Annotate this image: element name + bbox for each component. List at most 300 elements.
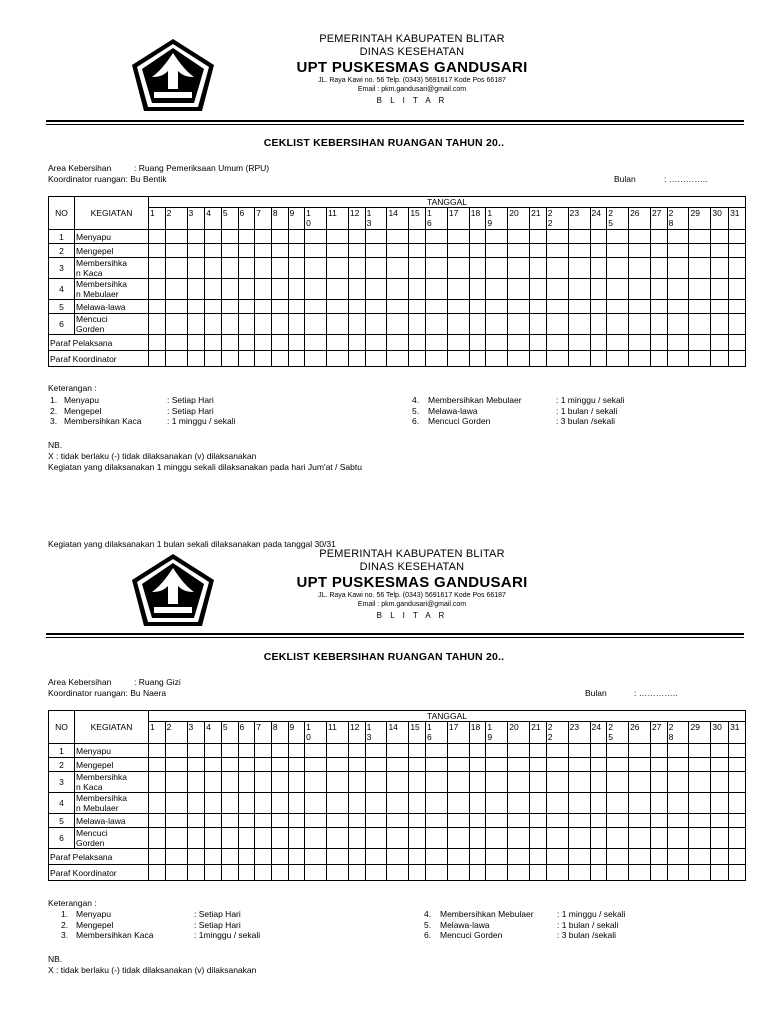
check-cell[interactable]	[305, 314, 327, 335]
check-cell[interactable]	[650, 314, 667, 335]
check-cell[interactable]	[667, 814, 689, 828]
check-cell[interactable]	[365, 744, 387, 758]
signature-cell[interactable]	[387, 335, 409, 351]
signature-cell[interactable]	[305, 865, 327, 881]
check-cell[interactable]	[469, 828, 486, 849]
check-cell[interactable]	[271, 758, 288, 772]
check-cell[interactable]	[508, 793, 530, 814]
check-cell[interactable]	[590, 279, 607, 300]
check-cell[interactable]	[530, 230, 547, 244]
check-cell[interactable]	[447, 814, 469, 828]
check-cell[interactable]	[667, 744, 689, 758]
signature-cell[interactable]	[271, 865, 288, 881]
check-cell[interactable]	[508, 772, 530, 793]
check-cell[interactable]	[238, 758, 255, 772]
check-cell[interactable]	[165, 314, 187, 335]
signature-cell[interactable]	[607, 351, 629, 367]
check-cell[interactable]	[530, 758, 547, 772]
check-cell[interactable]	[409, 258, 426, 279]
check-cell[interactable]	[221, 258, 238, 279]
check-cell[interactable]	[149, 258, 166, 279]
check-cell[interactable]	[607, 793, 629, 814]
check-cell[interactable]	[508, 258, 530, 279]
check-cell[interactable]	[348, 244, 365, 258]
check-cell[interactable]	[255, 258, 272, 279]
check-cell[interactable]	[221, 772, 238, 793]
signature-cell[interactable]	[409, 849, 426, 865]
check-cell[interactable]	[590, 314, 607, 335]
check-cell[interactable]	[711, 828, 729, 849]
check-cell[interactable]	[348, 300, 365, 314]
signature-cell[interactable]	[165, 849, 187, 865]
check-cell[interactable]	[729, 258, 746, 279]
check-cell[interactable]	[486, 244, 508, 258]
check-cell[interactable]	[590, 828, 607, 849]
check-cell[interactable]	[205, 793, 222, 814]
check-cell[interactable]	[305, 744, 327, 758]
check-cell[interactable]	[568, 772, 590, 793]
check-cell[interactable]	[530, 279, 547, 300]
check-cell[interactable]	[187, 300, 205, 314]
check-cell[interactable]	[689, 828, 711, 849]
check-cell[interactable]	[530, 314, 547, 335]
check-cell[interactable]	[221, 828, 238, 849]
check-cell[interactable]	[165, 300, 187, 314]
check-cell[interactable]	[255, 300, 272, 314]
check-cell[interactable]	[365, 258, 387, 279]
signature-cell[interactable]	[425, 865, 447, 881]
check-cell[interactable]	[327, 814, 349, 828]
check-cell[interactable]	[650, 814, 667, 828]
check-cell[interactable]	[387, 744, 409, 758]
check-cell[interactable]	[530, 258, 547, 279]
check-cell[interactable]	[711, 744, 729, 758]
check-cell[interactable]	[425, 828, 447, 849]
signature-cell[interactable]	[590, 849, 607, 865]
signature-cell[interactable]	[486, 335, 508, 351]
check-cell[interactable]	[288, 230, 305, 244]
check-cell[interactable]	[568, 828, 590, 849]
signature-cell[interactable]	[149, 351, 166, 367]
check-cell[interactable]	[650, 300, 667, 314]
signature-cell[interactable]	[568, 351, 590, 367]
check-cell[interactable]	[255, 244, 272, 258]
check-cell[interactable]	[238, 258, 255, 279]
check-cell[interactable]	[271, 814, 288, 828]
check-cell[interactable]	[205, 814, 222, 828]
check-cell[interactable]	[387, 314, 409, 335]
check-cell[interactable]	[711, 772, 729, 793]
check-cell[interactable]	[255, 758, 272, 772]
signature-cell[interactable]	[409, 865, 426, 881]
check-cell[interactable]	[486, 230, 508, 244]
check-cell[interactable]	[238, 793, 255, 814]
check-cell[interactable]	[469, 314, 486, 335]
signature-cell[interactable]	[305, 351, 327, 367]
signature-cell[interactable]	[187, 335, 205, 351]
check-cell[interactable]	[409, 814, 426, 828]
check-cell[interactable]	[590, 772, 607, 793]
check-cell[interactable]	[689, 258, 711, 279]
signature-cell[interactable]	[530, 335, 547, 351]
signature-cell[interactable]	[305, 335, 327, 351]
check-cell[interactable]	[205, 244, 222, 258]
check-cell[interactable]	[530, 793, 547, 814]
check-cell[interactable]	[271, 828, 288, 849]
check-cell[interactable]	[469, 258, 486, 279]
check-cell[interactable]	[546, 300, 568, 314]
signature-cell[interactable]	[221, 865, 238, 881]
signature-cell[interactable]	[348, 335, 365, 351]
check-cell[interactable]	[149, 793, 166, 814]
check-cell[interactable]	[238, 244, 255, 258]
signature-cell[interactable]	[486, 849, 508, 865]
check-cell[interactable]	[221, 244, 238, 258]
check-cell[interactable]	[187, 793, 205, 814]
check-cell[interactable]	[387, 758, 409, 772]
signature-cell[interactable]	[568, 335, 590, 351]
signature-cell[interactable]	[387, 351, 409, 367]
signature-cell[interactable]	[629, 865, 651, 881]
check-cell[interactable]	[288, 258, 305, 279]
check-cell[interactable]	[469, 772, 486, 793]
check-cell[interactable]	[409, 244, 426, 258]
check-cell[interactable]	[650, 793, 667, 814]
check-cell[interactable]	[165, 793, 187, 814]
check-cell[interactable]	[255, 793, 272, 814]
signature-cell[interactable]	[607, 865, 629, 881]
check-cell[interactable]	[729, 230, 746, 244]
check-cell[interactable]	[607, 758, 629, 772]
check-cell[interactable]	[447, 314, 469, 335]
check-cell[interactable]	[711, 814, 729, 828]
check-cell[interactable]	[149, 772, 166, 793]
check-cell[interactable]	[149, 744, 166, 758]
check-cell[interactable]	[729, 279, 746, 300]
signature-cell[interactable]	[447, 865, 469, 881]
signature-cell[interactable]	[327, 849, 349, 865]
signature-cell[interactable]	[149, 849, 166, 865]
check-cell[interactable]	[327, 758, 349, 772]
check-cell[interactable]	[546, 744, 568, 758]
check-cell[interactable]	[546, 279, 568, 300]
check-cell[interactable]	[288, 772, 305, 793]
signature-cell[interactable]	[288, 849, 305, 865]
check-cell[interactable]	[546, 772, 568, 793]
signature-cell[interactable]	[469, 865, 486, 881]
signature-cell[interactable]	[409, 335, 426, 351]
signature-cell[interactable]	[205, 865, 222, 881]
check-cell[interactable]	[221, 793, 238, 814]
check-cell[interactable]	[425, 279, 447, 300]
check-cell[interactable]	[348, 828, 365, 849]
check-cell[interactable]	[486, 814, 508, 828]
check-cell[interactable]	[271, 300, 288, 314]
signature-cell[interactable]	[469, 351, 486, 367]
signature-cell[interactable]	[205, 351, 222, 367]
check-cell[interactable]	[238, 772, 255, 793]
signature-cell[interactable]	[288, 865, 305, 881]
check-cell[interactable]	[409, 300, 426, 314]
check-cell[interactable]	[689, 758, 711, 772]
signature-cell[interactable]	[238, 335, 255, 351]
check-cell[interactable]	[425, 758, 447, 772]
signature-cell[interactable]	[486, 351, 508, 367]
check-cell[interactable]	[447, 772, 469, 793]
check-cell[interactable]	[387, 230, 409, 244]
check-cell[interactable]	[327, 244, 349, 258]
check-cell[interactable]	[546, 230, 568, 244]
check-cell[interactable]	[568, 258, 590, 279]
signature-cell[interactable]	[667, 849, 689, 865]
signature-cell[interactable]	[255, 849, 272, 865]
check-cell[interactable]	[629, 828, 651, 849]
check-cell[interactable]	[447, 744, 469, 758]
check-cell[interactable]	[729, 828, 746, 849]
check-cell[interactable]	[205, 230, 222, 244]
check-cell[interactable]	[447, 230, 469, 244]
check-cell[interactable]	[187, 230, 205, 244]
check-cell[interactable]	[667, 314, 689, 335]
signature-cell[interactable]	[486, 865, 508, 881]
check-cell[interactable]	[546, 244, 568, 258]
check-cell[interactable]	[469, 793, 486, 814]
signature-cell[interactable]	[187, 865, 205, 881]
check-cell[interactable]	[667, 258, 689, 279]
check-cell[interactable]	[568, 814, 590, 828]
check-cell[interactable]	[348, 744, 365, 758]
check-cell[interactable]	[546, 814, 568, 828]
check-cell[interactable]	[590, 814, 607, 828]
signature-cell[interactable]	[469, 335, 486, 351]
check-cell[interactable]	[425, 300, 447, 314]
check-cell[interactable]	[447, 793, 469, 814]
check-cell[interactable]	[305, 300, 327, 314]
check-cell[interactable]	[486, 793, 508, 814]
signature-cell[interactable]	[365, 849, 387, 865]
check-cell[interactable]	[221, 814, 238, 828]
check-cell[interactable]	[365, 828, 387, 849]
check-cell[interactable]	[409, 793, 426, 814]
check-cell[interactable]	[711, 300, 729, 314]
check-cell[interactable]	[508, 744, 530, 758]
signature-cell[interactable]	[546, 865, 568, 881]
check-cell[interactable]	[238, 230, 255, 244]
signature-cell[interactable]	[590, 335, 607, 351]
signature-cell[interactable]	[288, 335, 305, 351]
check-cell[interactable]	[590, 300, 607, 314]
signature-cell[interactable]	[568, 865, 590, 881]
check-cell[interactable]	[387, 279, 409, 300]
check-cell[interactable]	[409, 828, 426, 849]
check-cell[interactable]	[255, 744, 272, 758]
check-cell[interactable]	[205, 258, 222, 279]
signature-cell[interactable]	[327, 865, 349, 881]
signature-cell[interactable]	[607, 849, 629, 865]
check-cell[interactable]	[271, 230, 288, 244]
signature-cell[interactable]	[667, 865, 689, 881]
check-cell[interactable]	[629, 744, 651, 758]
check-cell[interactable]	[255, 314, 272, 335]
check-cell[interactable]	[149, 300, 166, 314]
check-cell[interactable]	[387, 814, 409, 828]
check-cell[interactable]	[288, 758, 305, 772]
check-cell[interactable]	[187, 279, 205, 300]
check-cell[interactable]	[288, 828, 305, 849]
check-cell[interactable]	[221, 279, 238, 300]
check-cell[interactable]	[667, 828, 689, 849]
check-cell[interactable]	[568, 300, 590, 314]
check-cell[interactable]	[729, 793, 746, 814]
signature-cell[interactable]	[165, 335, 187, 351]
check-cell[interactable]	[365, 814, 387, 828]
check-cell[interactable]	[469, 300, 486, 314]
signature-cell[interactable]	[187, 849, 205, 865]
signature-cell[interactable]	[238, 865, 255, 881]
check-cell[interactable]	[689, 279, 711, 300]
check-cell[interactable]	[165, 772, 187, 793]
check-cell[interactable]	[387, 244, 409, 258]
check-cell[interactable]	[729, 314, 746, 335]
check-cell[interactable]	[425, 258, 447, 279]
check-cell[interactable]	[650, 758, 667, 772]
signature-cell[interactable]	[689, 335, 711, 351]
check-cell[interactable]	[590, 258, 607, 279]
signature-cell[interactable]	[508, 849, 530, 865]
check-cell[interactable]	[409, 758, 426, 772]
check-cell[interactable]	[165, 258, 187, 279]
signature-cell[interactable]	[327, 335, 349, 351]
signature-cell[interactable]	[711, 865, 729, 881]
check-cell[interactable]	[425, 814, 447, 828]
signature-cell[interactable]	[348, 849, 365, 865]
check-cell[interactable]	[425, 772, 447, 793]
check-cell[interactable]	[305, 758, 327, 772]
check-cell[interactable]	[590, 758, 607, 772]
check-cell[interactable]	[348, 314, 365, 335]
check-cell[interactable]	[149, 314, 166, 335]
signature-cell[interactable]	[165, 865, 187, 881]
signature-cell[interactable]	[650, 335, 667, 351]
signature-cell[interactable]	[255, 865, 272, 881]
check-cell[interactable]	[327, 279, 349, 300]
signature-cell[interactable]	[530, 849, 547, 865]
check-cell[interactable]	[409, 314, 426, 335]
check-cell[interactable]	[486, 300, 508, 314]
check-cell[interactable]	[288, 244, 305, 258]
check-cell[interactable]	[689, 744, 711, 758]
check-cell[interactable]	[729, 744, 746, 758]
check-cell[interactable]	[530, 300, 547, 314]
check-cell[interactable]	[590, 244, 607, 258]
check-cell[interactable]	[650, 258, 667, 279]
check-cell[interactable]	[238, 814, 255, 828]
check-cell[interactable]	[187, 772, 205, 793]
check-cell[interactable]	[546, 793, 568, 814]
check-cell[interactable]	[255, 814, 272, 828]
check-cell[interactable]	[568, 758, 590, 772]
check-cell[interactable]	[425, 314, 447, 335]
signature-cell[interactable]	[187, 351, 205, 367]
check-cell[interactable]	[165, 828, 187, 849]
check-cell[interactable]	[365, 300, 387, 314]
check-cell[interactable]	[508, 314, 530, 335]
check-cell[interactable]	[667, 793, 689, 814]
check-cell[interactable]	[409, 744, 426, 758]
signature-cell[interactable]	[667, 351, 689, 367]
check-cell[interactable]	[327, 744, 349, 758]
check-cell[interactable]	[305, 772, 327, 793]
signature-cell[interactable]	[365, 351, 387, 367]
signature-cell[interactable]	[629, 335, 651, 351]
check-cell[interactable]	[348, 814, 365, 828]
check-cell[interactable]	[486, 744, 508, 758]
check-cell[interactable]	[530, 772, 547, 793]
signature-cell[interactable]	[689, 849, 711, 865]
check-cell[interactable]	[221, 314, 238, 335]
check-cell[interactable]	[607, 814, 629, 828]
check-cell[interactable]	[530, 828, 547, 849]
check-cell[interactable]	[667, 758, 689, 772]
check-cell[interactable]	[327, 300, 349, 314]
check-cell[interactable]	[508, 814, 530, 828]
check-cell[interactable]	[365, 279, 387, 300]
check-cell[interactable]	[288, 314, 305, 335]
check-cell[interactable]	[508, 244, 530, 258]
check-cell[interactable]	[327, 793, 349, 814]
check-cell[interactable]	[447, 258, 469, 279]
signature-cell[interactable]	[508, 865, 530, 881]
signature-cell[interactable]	[590, 351, 607, 367]
check-cell[interactable]	[546, 758, 568, 772]
signature-cell[interactable]	[221, 351, 238, 367]
check-cell[interactable]	[425, 244, 447, 258]
signature-cell[interactable]	[729, 335, 746, 351]
check-cell[interactable]	[607, 744, 629, 758]
check-cell[interactable]	[629, 772, 651, 793]
check-cell[interactable]	[271, 744, 288, 758]
check-cell[interactable]	[469, 244, 486, 258]
signature-cell[interactable]	[327, 351, 349, 367]
check-cell[interactable]	[607, 258, 629, 279]
check-cell[interactable]	[187, 314, 205, 335]
check-cell[interactable]	[305, 793, 327, 814]
signature-cell[interactable]	[205, 849, 222, 865]
check-cell[interactable]	[365, 314, 387, 335]
signature-cell[interactable]	[305, 849, 327, 865]
check-cell[interactable]	[629, 300, 651, 314]
check-cell[interactable]	[165, 744, 187, 758]
check-cell[interactable]	[348, 758, 365, 772]
check-cell[interactable]	[205, 772, 222, 793]
signature-cell[interactable]	[629, 849, 651, 865]
check-cell[interactable]	[689, 814, 711, 828]
check-cell[interactable]	[667, 244, 689, 258]
check-cell[interactable]	[650, 828, 667, 849]
check-cell[interactable]	[590, 744, 607, 758]
check-cell[interactable]	[425, 230, 447, 244]
signature-cell[interactable]	[667, 335, 689, 351]
check-cell[interactable]	[469, 230, 486, 244]
check-cell[interactable]	[607, 828, 629, 849]
check-cell[interactable]	[288, 279, 305, 300]
check-cell[interactable]	[447, 244, 469, 258]
check-cell[interactable]	[165, 244, 187, 258]
signature-cell[interactable]	[425, 849, 447, 865]
check-cell[interactable]	[508, 300, 530, 314]
signature-cell[interactable]	[711, 849, 729, 865]
check-cell[interactable]	[711, 793, 729, 814]
